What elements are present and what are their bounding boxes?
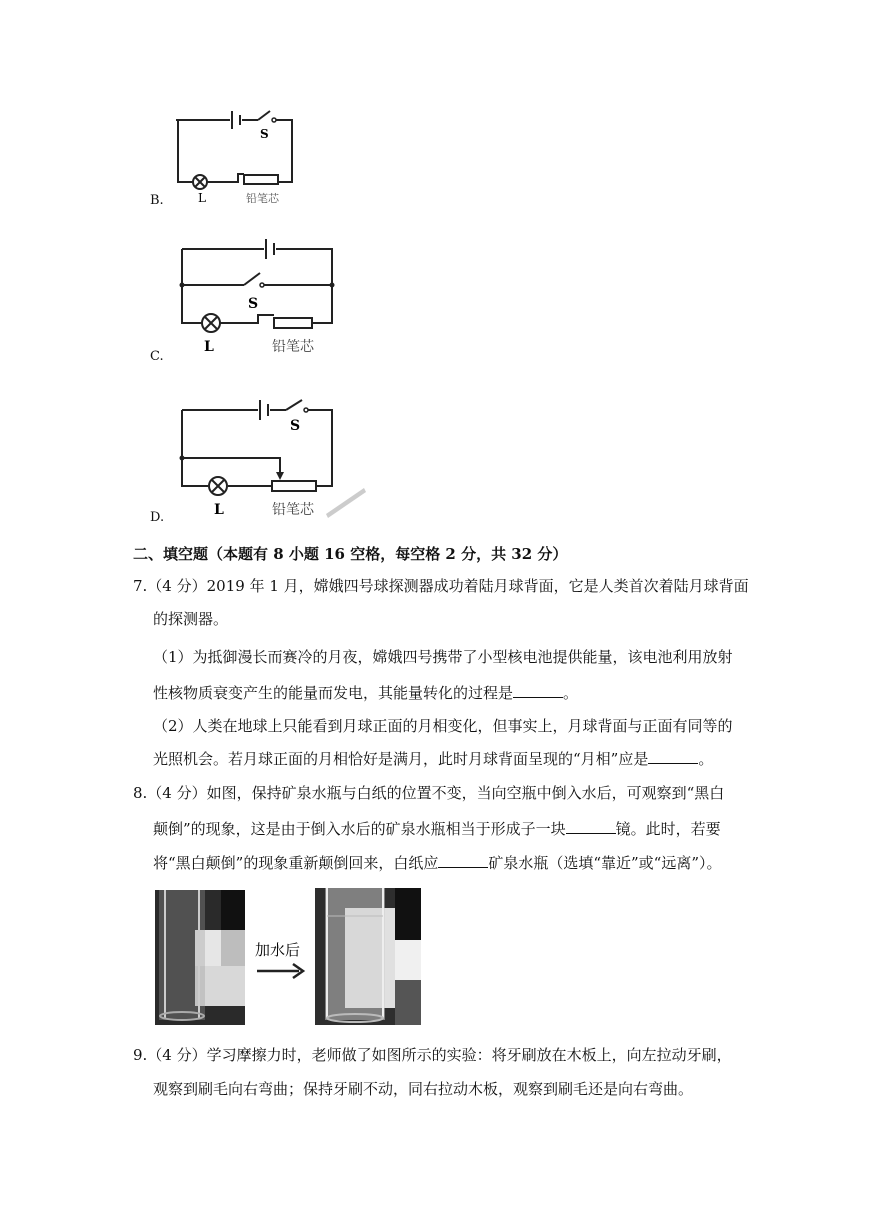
option-b-letter: B. <box>150 193 164 208</box>
q7-part2-line-2 <box>153 749 713 769</box>
q7-part1-end: 。 <box>563 684 579 702</box>
option-c-letter: C. <box>150 349 164 364</box>
q7-part2-text: 光照机会。若月球正面的月相恰好是满月，此时月球背面呈现的“月相”应是 <box>153 750 649 768</box>
q8-blank-1[interactable] <box>566 819 616 834</box>
q8-arrow-label: 加水后 <box>255 941 301 959</box>
q7-part1-line-1: （1）为抵御漫长而赛冷的月夜，嫦娥四号携带了小型核电池提供能量，该电池利用放射 <box>153 648 733 666</box>
q8-arrow <box>253 935 308 985</box>
q8-line-2 <box>153 819 721 839</box>
section-2-title: 二、填空题（本题有 8 小题 16 空格，每空格 2 分，共 32 分） <box>133 545 568 563</box>
q7-part2-end: 。 <box>698 750 714 768</box>
q8-line-2-text: 颠倒”的现象，这是由于倒入水后的矿泉水瓶相当于形成子一块 <box>153 820 566 838</box>
q8-line-3-end: 矿泉水瓶（选填“靠近”或“远离”）。 <box>488 854 722 872</box>
q7-part2-line-1: （2）人类在地球上只能看到月球正面的月相变化，但事实上，月球背面与正面有同等的 <box>153 717 733 735</box>
option-d-lamp-label: L <box>214 502 224 518</box>
q7-line-2: 的探测器。 <box>153 610 229 628</box>
option-c-switch-label: S <box>248 296 259 312</box>
q9-line-1: 9.（4 分）学习摩擦力时，老师做了如图所示的实验：将牙刷放在木板上，向左拉动牙刷， <box>133 1046 732 1064</box>
option-b-switch-label: S <box>260 127 269 141</box>
q9-line-2: 观察到刷毛向右弯曲；保持牙刷不动，同右拉动木板，观察到刷毛还是向右弯曲。 <box>153 1080 694 1098</box>
q7-blank-2[interactable] <box>648 749 698 764</box>
q7-part1-line-2 <box>153 683 578 703</box>
option-b-lamp-label: L <box>198 191 206 203</box>
q8-photo-after <box>315 888 421 1025</box>
q8-line-1: 8.（4 分）如图，保持矿泉水瓶与白纸的位置不变，当向空瓶中倒入水后，可观察到“黑白 <box>133 784 725 802</box>
option-d-letter: D. <box>150 510 165 525</box>
q7-part1-text: 性核物质衰变产生的能量而发电，其能量转化的过程是 <box>153 684 514 702</box>
option-d-resistor-label: 铅笔芯 <box>272 502 314 518</box>
q8-line-2-end: 镜。此时，若要 <box>615 820 721 838</box>
option-c-resistor-label: 铅笔芯 <box>272 339 314 355</box>
option-c-lamp-label: L <box>204 339 214 355</box>
option-d-diagram <box>176 396 366 521</box>
option-c-diagram <box>176 235 336 360</box>
q8-line-3 <box>153 853 722 873</box>
scan-shadow <box>326 488 366 518</box>
q8-blank-2[interactable] <box>438 853 488 868</box>
option-b-diagram <box>170 108 300 203</box>
q8-photo-before <box>155 890 245 1025</box>
option-d-switch-label: S <box>290 418 301 434</box>
q8-line-3-text: 将“黑白颠倒”的现象重新颠倒回来，白纸应 <box>153 854 439 872</box>
q7-blank-1[interactable] <box>513 683 563 698</box>
q7-line-1: 7.（4 分）2019 年 1 月，嫦娥四号球探测器成功着陆月球背面，它是人类首次着陆月球背面 <box>133 577 749 595</box>
option-b-resistor-label: 铅笔芯 <box>246 192 279 203</box>
